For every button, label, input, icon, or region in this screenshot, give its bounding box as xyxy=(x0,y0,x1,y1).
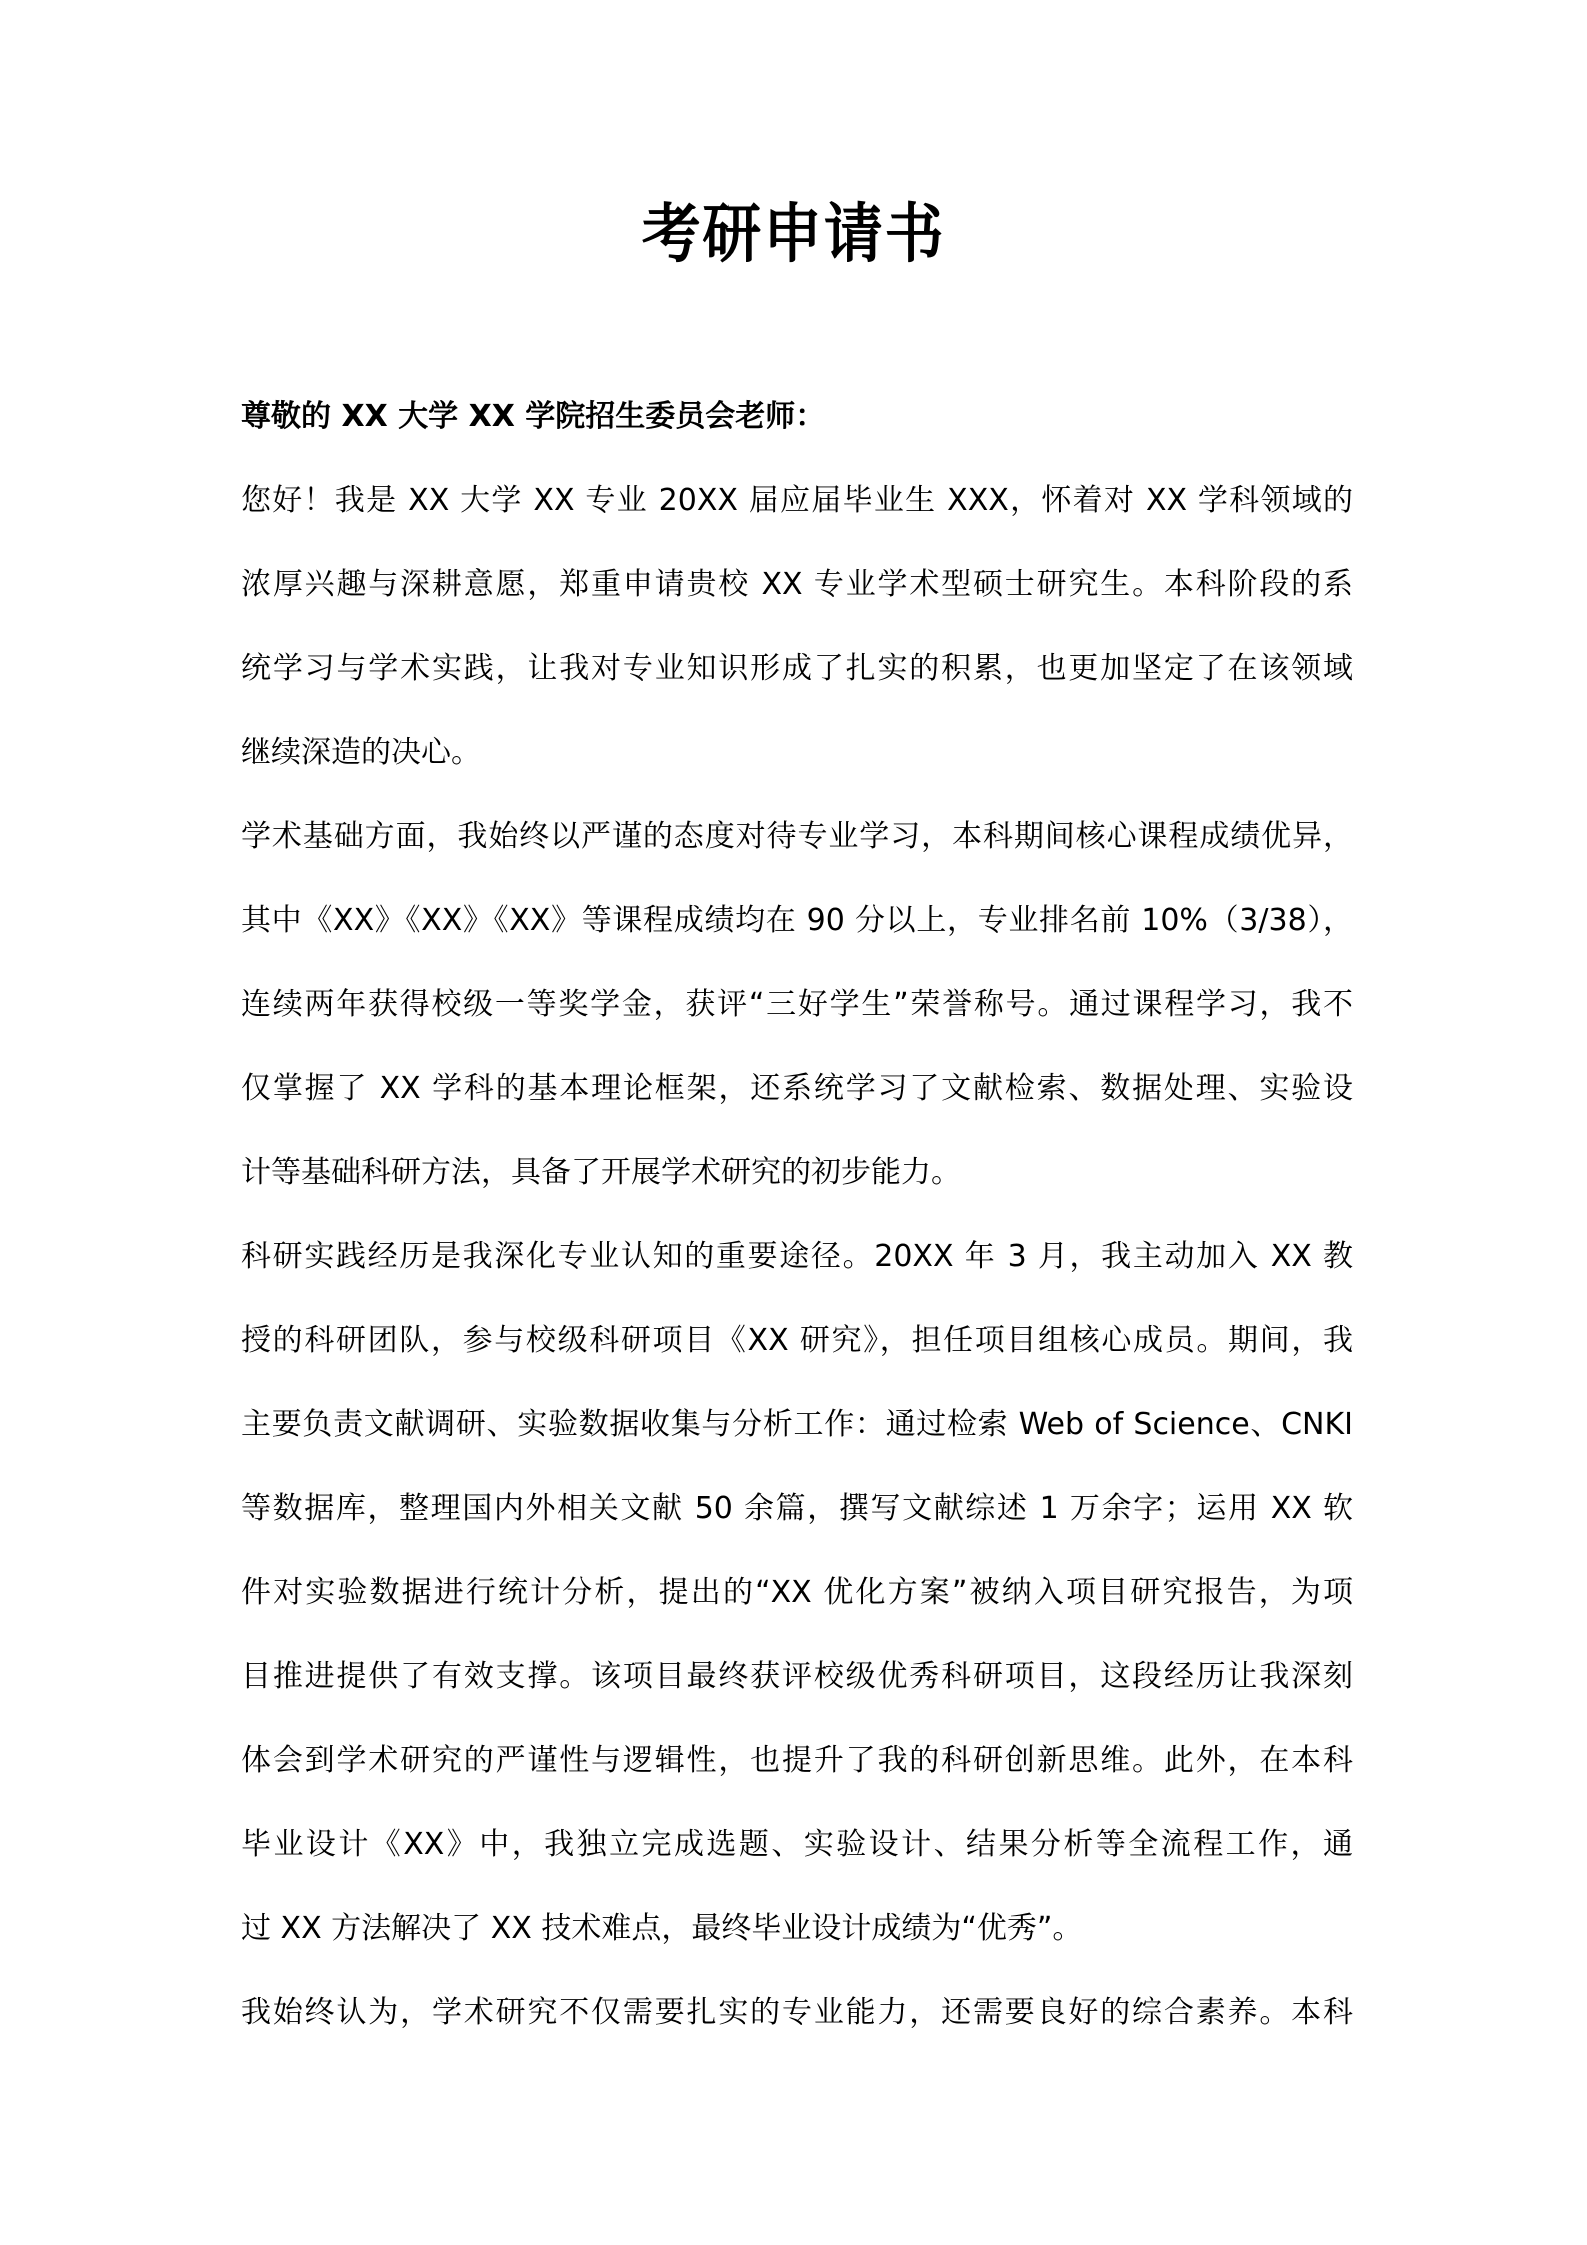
paragraph-line: 仅掌握了 XX 学科的基本理论框架，还系统学习了文献检索、数据处理、实验设 xyxy=(241,1071,1353,1106)
document-title: 考研申请书 xyxy=(641,197,946,272)
paragraph-line: 您好！我是 XX 大学 XX 专业 20XX 届应届毕业生 XXX，怀着对 XX 学科领域的 xyxy=(241,483,1353,518)
paragraph-line: 件对实验数据进行统计分析，提出的“XX 优化方案”被纳入项目研究报告，为项 xyxy=(241,1575,1353,1610)
salutation: 尊敬的 XX 大学 XX 学院招生委员会老师： xyxy=(241,399,826,434)
paragraph-academic-foundation xyxy=(241,795,1353,1215)
paragraph-line: 授的科研团队，参与校级科研项目《XX 研究》，担任项目组核心成员。期间，我 xyxy=(241,1323,1353,1358)
paragraph-line: 主要负责文献调研、实验数据收集与分析工作：通过检索 Web of Science、CNKI xyxy=(241,1407,1353,1442)
paragraph-line: 毕业设计《XX》中，我独立完成选题、实验设计、结果分析等全流程工作，通 xyxy=(241,1827,1353,1862)
paragraph-line: 科研实践经历是我深化专业认知的重要途径。20XX 年 3 月，我主动加入 XX 教 xyxy=(241,1239,1353,1274)
paragraph-line: 目推进提供了有效支撑。该项目最终获评校级优秀科研项目，这段经历让我深刻 xyxy=(241,1659,1353,1694)
paragraph-line: 我始终认为，学术研究不仅需要扎实的专业能力，还需要良好的综合素养。本科 xyxy=(241,1995,1353,2030)
paragraph-line: 其中《XX》《XX》《XX》等课程成绩均在 90 分以上，专业排名前 10%（3/38）， xyxy=(241,903,1353,938)
paragraph-line: 等数据库，整理国内外相关文献 50 余篇，撰写文献综述 1 万余字；运用 XX 软 xyxy=(241,1491,1353,1526)
paragraph-line: 统学习与学术实践，让我对专业知识形成了扎实的积累，也更加坚定了在该领域 xyxy=(241,651,1353,686)
paragraph-line: 继续深造的决心。 xyxy=(241,735,481,770)
paragraph-line: 浓厚兴趣与深耕意愿，郑重申请贵校 XX 专业学术型硕士研究生。本科阶段的系 xyxy=(241,567,1353,602)
document-body xyxy=(241,375,1353,2055)
paragraph-line: 体会到学术研究的严谨性与逻辑性，也提升了我的科研创新思维。此外，在本科 xyxy=(241,1743,1353,1778)
paragraph-line: 学术基础方面，我始终以严谨的态度对待专业学习，本科期间核心课程成绩优异， xyxy=(241,819,1353,854)
paragraph-line: 过 XX 方法解决了 XX 技术难点，最终毕业设计成绩为“优秀”。 xyxy=(241,1911,1083,1946)
paragraph-research-experience xyxy=(241,1215,1353,1971)
paragraph-line: 计等基础科研方法，具备了开展学术研究的初步能力。 xyxy=(241,1155,961,1190)
paragraph-line: 连续两年获得校级一等奖学金，获评“三好学生”荣誉称号。通过课程学习，我不 xyxy=(241,987,1353,1022)
paragraph-greeting xyxy=(241,459,1353,795)
paragraph-comprehensive-quality xyxy=(241,1971,1353,2055)
